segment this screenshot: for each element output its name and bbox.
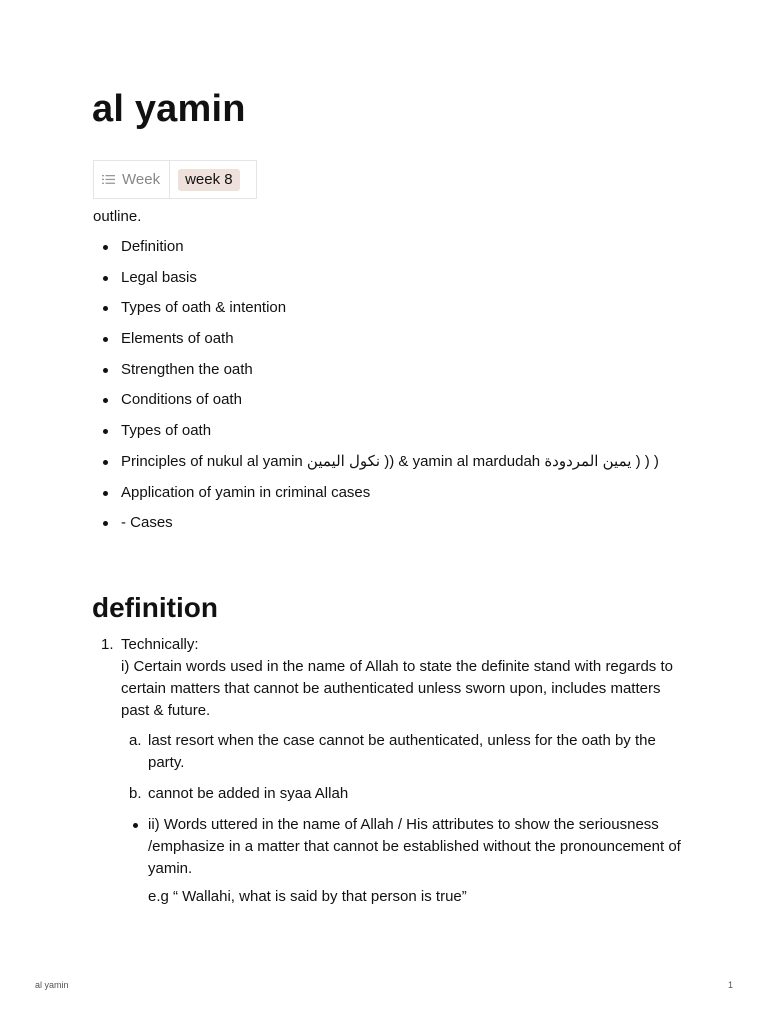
numbered-marker: 1. bbox=[101, 636, 114, 653]
section-heading-definition: definition bbox=[92, 592, 218, 623]
bullet-marker bbox=[133, 823, 138, 828]
example-text: e.g “ Wallahi, what is said by that person is true” bbox=[148, 888, 467, 905]
definition-content bbox=[93, 634, 683, 917]
list-item: Elements of oath bbox=[93, 329, 693, 349]
property-key-week bbox=[94, 161, 170, 198]
numbered-item-text: i) Certain words used in the name of Allah to state the definite stand with regards to certain matters that cannot be authenticated unless sworn upon, includes matters past & future. bbox=[121, 658, 673, 719]
list-item: - Cases bbox=[93, 513, 693, 533]
list-item: Conditions of oath bbox=[93, 390, 693, 410]
list-item: Application of yamin in criminal cases bbox=[93, 483, 693, 503]
bullet-text: ii) Words uttered in the name of Allah / His attributes to show the seriousness /emphasize in a matter that cannot be established without the pronouncement of yamin. bbox=[148, 816, 681, 877]
numbered-item bbox=[93, 634, 683, 908]
outline-list bbox=[93, 237, 693, 544]
sub-list-text: cannot be added in syaa Allah bbox=[148, 785, 349, 802]
list-item: Types of oath & intention bbox=[93, 298, 693, 318]
week-tag: week 8 bbox=[178, 169, 240, 191]
page-number: 1 bbox=[727, 980, 733, 990]
property-table bbox=[93, 160, 257, 199]
bullet-item bbox=[121, 814, 683, 908]
sub-list-text: last resort when the case cannot be authenticated, unless for the oath by the party. bbox=[148, 732, 656, 771]
footer-title: al yamin bbox=[35, 980, 69, 990]
numbered-item-label: Technically: bbox=[121, 636, 199, 653]
list-item: Legal basis bbox=[93, 268, 693, 288]
outline-label: outline. bbox=[93, 208, 142, 225]
sub-list-item bbox=[121, 730, 683, 774]
sub-list-marker: a. bbox=[129, 732, 142, 749]
list-item: Types of oath bbox=[93, 421, 693, 441]
sub-list-marker: b. bbox=[129, 785, 142, 802]
list-icon bbox=[102, 172, 115, 189]
list-item: Definition bbox=[93, 237, 693, 257]
list-item: Strengthen the oath bbox=[93, 360, 693, 380]
page-title: al yamin bbox=[92, 88, 246, 130]
sub-list-item bbox=[121, 783, 683, 805]
property-value[interactable] bbox=[170, 161, 256, 198]
property-key-label: Week bbox=[122, 171, 161, 188]
sub-list bbox=[121, 730, 683, 908]
list-item: Principles of nukul al yamin نكول اليمين )) & yamin al mardudah يمين المردودة ) ) ) bbox=[93, 452, 693, 472]
